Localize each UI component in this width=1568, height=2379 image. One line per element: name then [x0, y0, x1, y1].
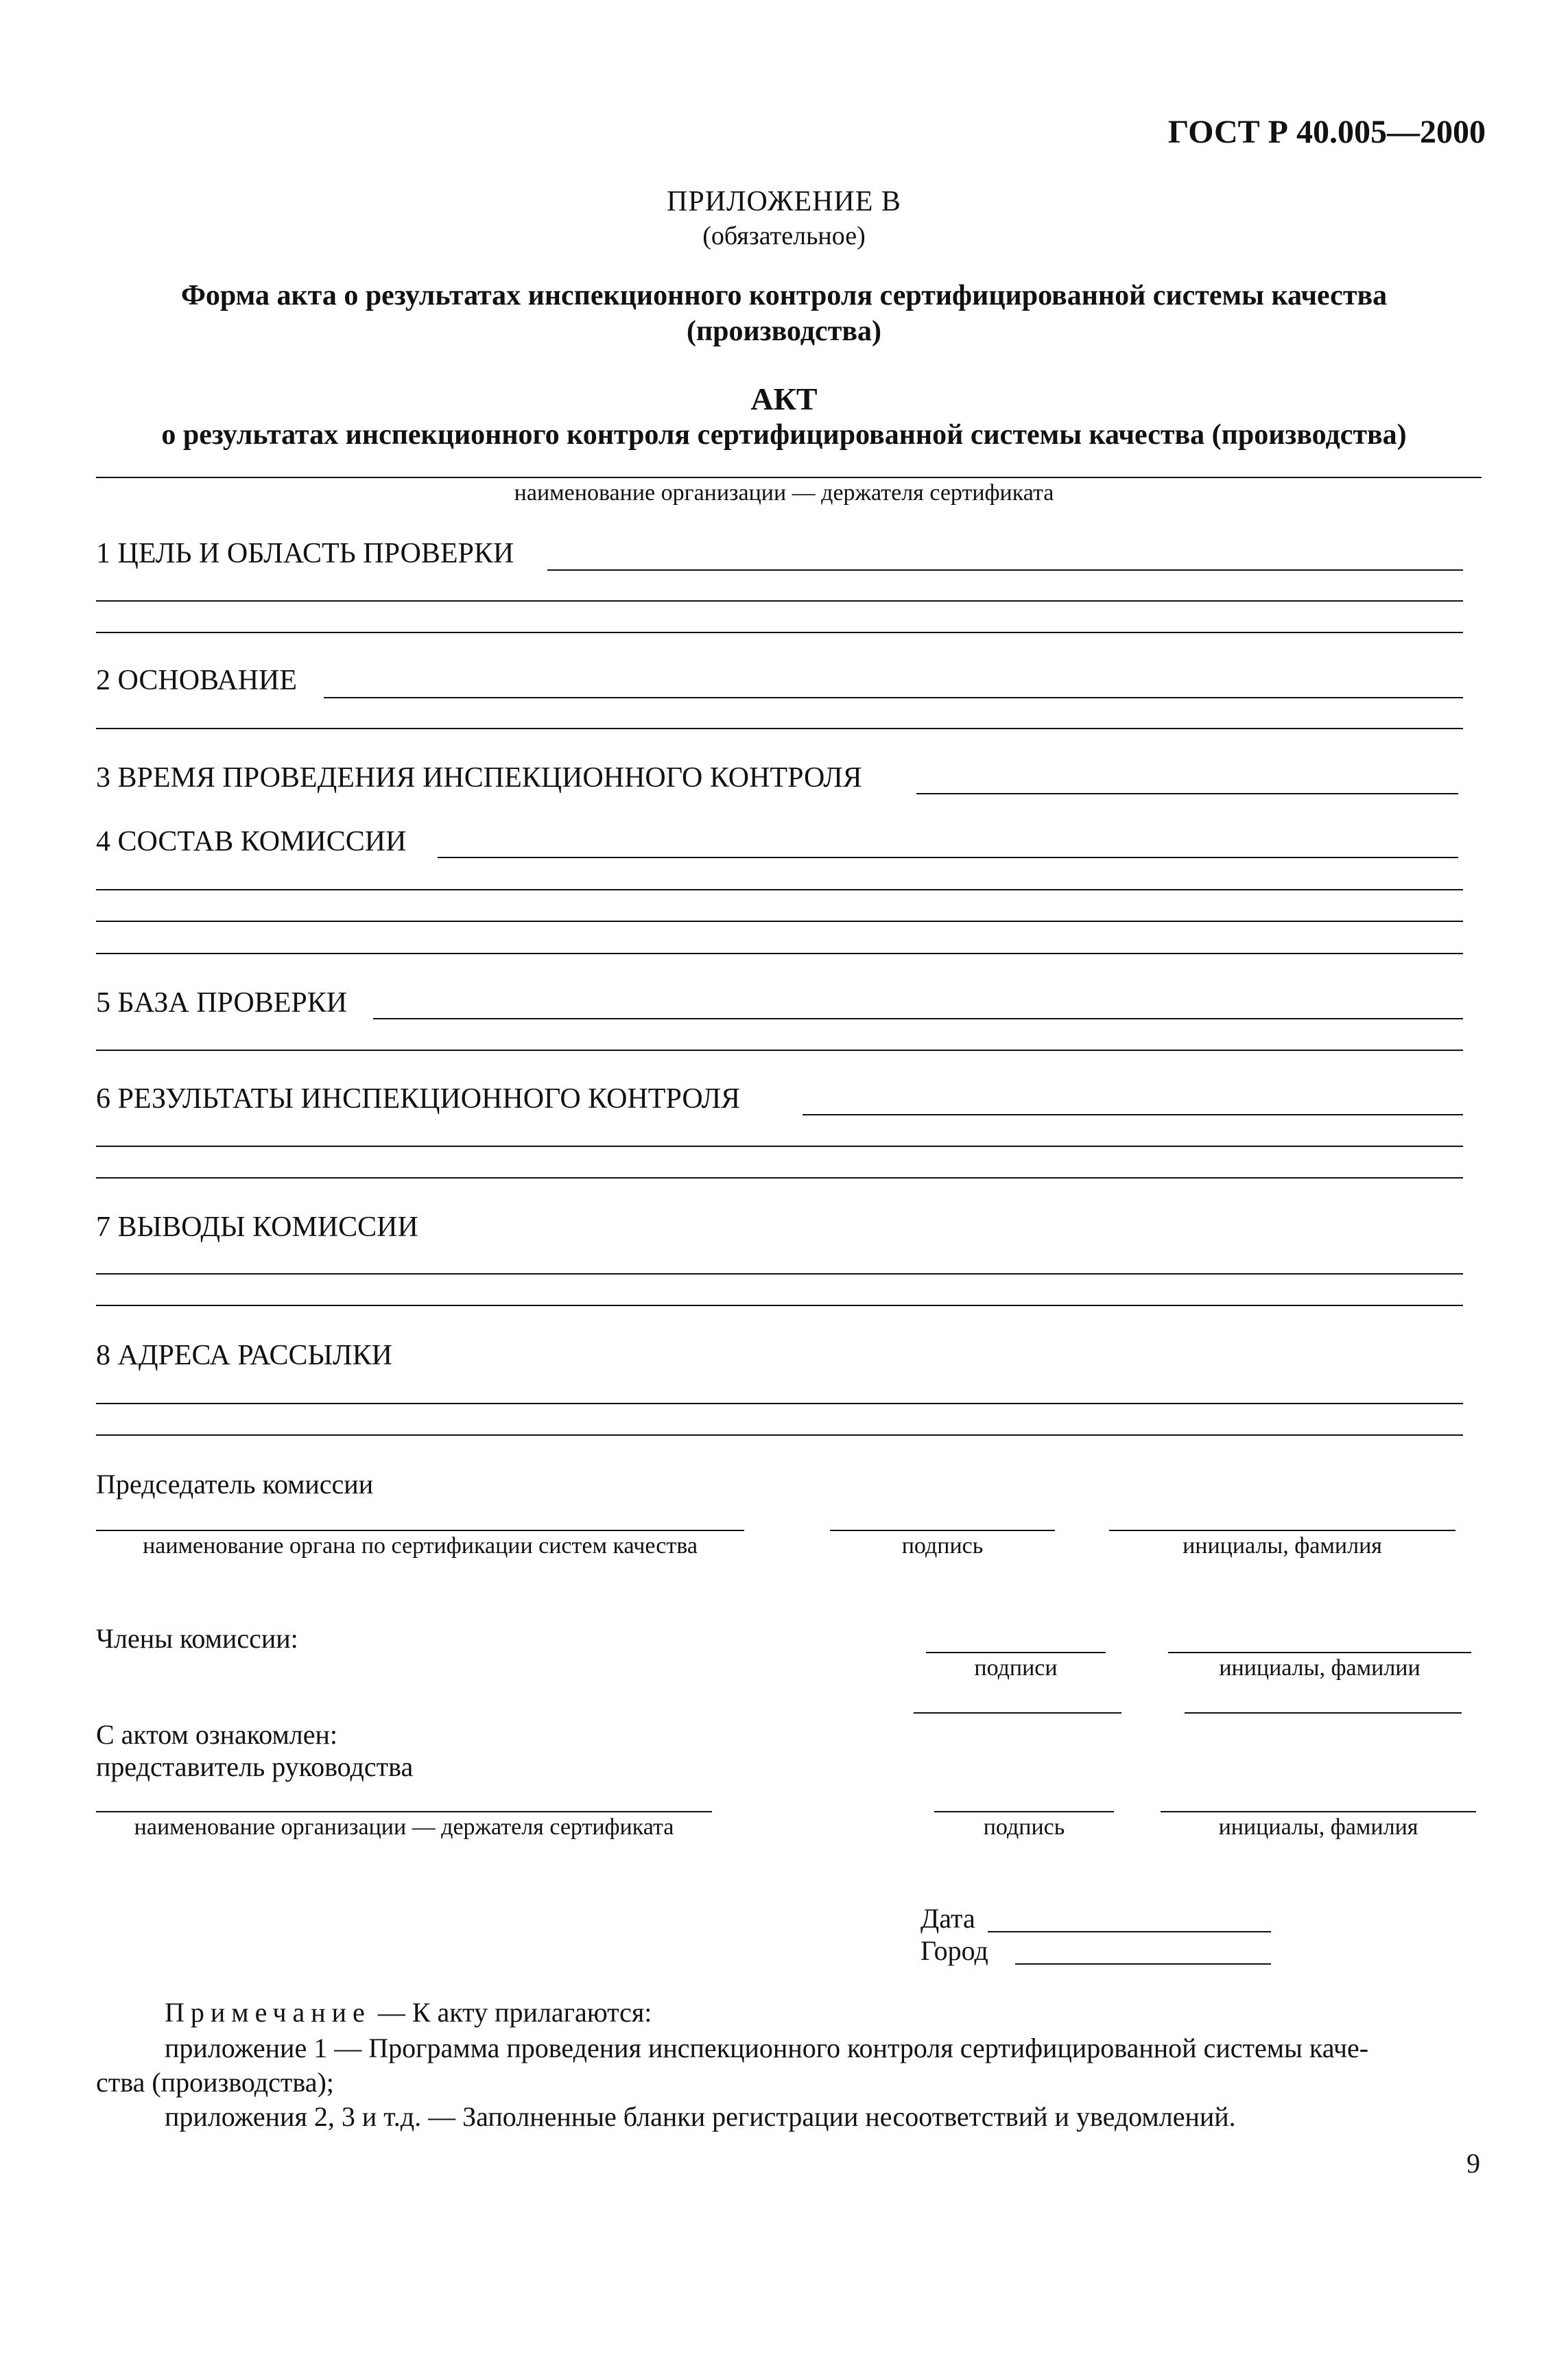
representative-signature-line[interactable]	[934, 1811, 1114, 1812]
representative-org-line[interactable]	[96, 1811, 712, 1812]
form-title	[0, 278, 1568, 349]
appendix-title: ПРИЛОЖЕНИЕ В	[667, 186, 901, 217]
section-8-label: 8 АДРЕСА РАССЫЛКИ	[96, 1340, 392, 1371]
members-label: Члены комиссии:	[96, 1623, 298, 1654]
section-2-line[interactable]	[324, 697, 1463, 698]
section-4-line[interactable]	[96, 889, 1463, 890]
standard-designation: ГОСТ Р 40.005—2000	[1167, 114, 1486, 150]
section-5-label: 5 БАЗА ПРОВЕРКИ	[96, 987, 348, 1019]
representative-org-caption: наименование организации — держателя сертификата	[134, 1814, 674, 1840]
section-6-label: 6 РЕЗУЛЬТАТЫ ИНСПЕКЦИОННОГО КОНТРОЛЯ	[96, 1083, 741, 1115]
note-heading: Примечание	[165, 1997, 371, 2028]
section-5-line[interactable]	[96, 1050, 1463, 1051]
representative-name-line[interactable]	[1161, 1811, 1476, 1812]
section-7-line[interactable]	[96, 1305, 1463, 1306]
note-line-1: приложение 1 — Программа проведения инспекционного контроля сертифицированной системы каче-	[165, 2033, 1369, 2063]
section-2-label: 2 ОСНОВАНИЕ	[96, 665, 298, 696]
members-name-line[interactable]	[1168, 1652, 1471, 1653]
acquainted-label: С актом ознакомлен:	[96, 1719, 337, 1750]
act-subtitle: о результатах инспекционного контроля сертифицированной системы качества (производства)	[161, 419, 1407, 451]
members-signatures-caption: подписи	[974, 1655, 1058, 1681]
section-1-line[interactable]	[96, 600, 1463, 602]
members-name-line-2[interactable]	[1185, 1712, 1462, 1714]
note-line-3: приложения 2, 3 и т.д. — Заполненные бланки регистрации несоответствий и уведомлений.	[165, 2101, 1236, 2132]
organization-caption: наименование организации — держателя сертификата	[514, 480, 1054, 506]
section-4-label: 4 СОСТАВ КОМИССИИ	[96, 826, 407, 857]
chairman-label: Председатель комиссии	[96, 1469, 374, 1500]
section-6-line[interactable]	[96, 1177, 1463, 1179]
section-2-line[interactable]	[96, 728, 1463, 729]
section-1-label: 1 ЦЕЛЬ И ОБЛАСТЬ ПРОВЕРКИ	[96, 538, 514, 569]
city-label: Город	[920, 1935, 988, 1966]
chairman-name-line[interactable]	[1109, 1530, 1456, 1531]
section-5-line[interactable]	[373, 1018, 1463, 1019]
chairman-org-caption: наименование органа по сертификации систем качества	[143, 1533, 698, 1559]
section-1-line[interactable]	[547, 569, 1463, 571]
section-3-label: 3 ВРЕМЯ ПРОВЕДЕНИЯ ИНСПЕКЦИОННОГО КОНТРОЛЯ	[96, 762, 862, 794]
organization-name-line[interactable]	[96, 477, 1482, 478]
representative-signature-caption: подпись	[983, 1814, 1065, 1840]
act-title: АКТ	[750, 381, 818, 416]
chairman-signature-line[interactable]	[830, 1530, 1055, 1531]
note-intro	[165, 1996, 652, 2028]
section-7-line[interactable]	[96, 1273, 1463, 1275]
chairman-org-line[interactable]	[96, 1530, 744, 1531]
date-label: Дата	[920, 1903, 975, 1934]
members-names-caption: инициалы, фамилии	[1219, 1655, 1421, 1681]
representative-name-caption: инициалы, фамилия	[1218, 1814, 1418, 1840]
form-title-line1: Форма акта о результатах инспекционного контроля сертифицированной системы качества	[180, 280, 1388, 311]
section-8-line[interactable]	[96, 1403, 1463, 1404]
note-intro-text: — К акту прилагаются:	[370, 1997, 652, 2028]
section-3-line[interactable]	[916, 793, 1458, 794]
section-6-line[interactable]	[96, 1146, 1463, 1147]
section-7-label: 7 ВЫВОДЫ КОМИССИИ	[96, 1211, 418, 1243]
date-field-line[interactable]	[988, 1931, 1271, 1932]
section-1-line[interactable]	[96, 632, 1463, 633]
form-title-line2: (производства)	[687, 316, 881, 347]
section-4-line[interactable]	[438, 857, 1458, 858]
page-number: 9	[1466, 2148, 1480, 2179]
members-signature-line[interactable]	[926, 1652, 1106, 1653]
chairman-name-caption: инициалы, фамилия	[1183, 1533, 1382, 1559]
members-signature-line-2[interactable]	[914, 1712, 1121, 1714]
chairman-signature-caption: подпись	[901, 1533, 984, 1559]
note-line-2: ства (производства);	[96, 2067, 334, 2098]
appendix-subtitle: (обязательное)	[702, 222, 866, 250]
section-6-line[interactable]	[803, 1114, 1463, 1115]
section-4-line[interactable]	[96, 953, 1463, 954]
city-field-line[interactable]	[1015, 1963, 1271, 1965]
section-4-line[interactable]	[96, 921, 1463, 922]
representative-label: представитель руководства	[96, 1751, 414, 1782]
section-8-line[interactable]	[96, 1434, 1463, 1436]
